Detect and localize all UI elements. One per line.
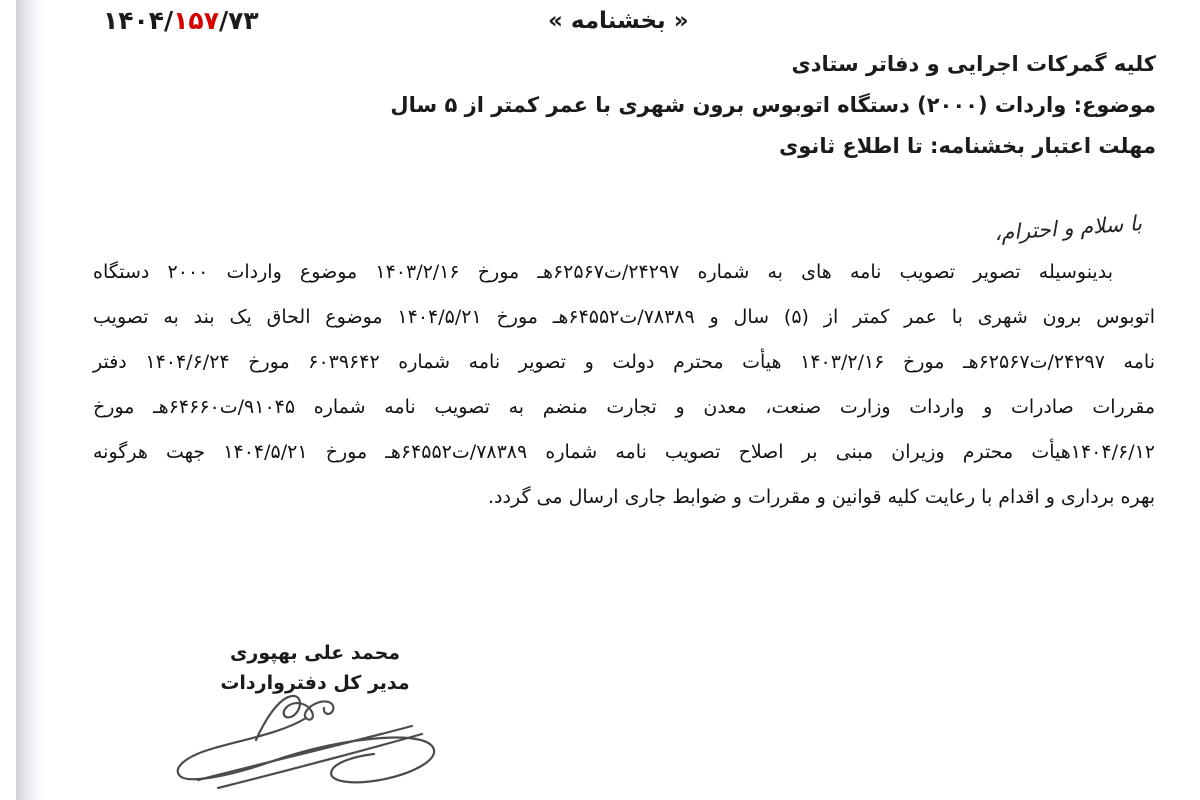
body-paragraph xyxy=(93,250,1155,520)
recipient-line: کلیه گمرکات اجرایی و دفاتر ستادی xyxy=(791,52,1156,76)
letter-number-suffix: /۷۳ xyxy=(218,6,259,35)
handwritten-greeting: با سلام و احترام، xyxy=(993,211,1143,246)
header-block xyxy=(95,44,1156,167)
handwritten-signature xyxy=(160,688,455,796)
letter-number xyxy=(103,6,259,35)
body-line: مقررات صادرات و واردات وزارت صنعت، معدن و تجارت منضم به تصویب نامه شماره ۹۱۰۴۵/ت۶۴۶۶۰هـ مورخ xyxy=(93,396,1155,418)
body-line: ۱۴۰۴/۶/۱۲هیأت محترم وزیران مبنی بر اصلاح تصویب نامه شماره ۷۸۳۸۹/ت۶۴۵۵۲هـ مورخ ۱۴۰۴/۵/۲۱ جهت هرگونه xyxy=(93,441,1156,463)
subject-line: موضوع: واردات (۲۰۰۰) دستگاه اتوبوس برون شهری با عمر کمتر از ۵ سال xyxy=(390,93,1156,117)
signature-scribble-svg xyxy=(160,688,455,796)
letter-number-year: ۱۴۰۴/ xyxy=(103,6,174,35)
scanned-page-edge xyxy=(16,0,46,800)
signatory-title: مدیر کل دفترواردات xyxy=(220,672,410,694)
letter-number-middle-red: ۱۵۷ xyxy=(173,6,219,35)
body-line: نامه ۲۴۲۹۷/ت۶۲۵۶۷هـ مورخ ۱۴۰۳/۲/۱۶ هیأت محترم دولت و تصویر نامه شماره ۶۰۳۹۶۴۲ مورخ ۱۴۰۴/۶/۲۴ دفتر xyxy=(93,351,1155,373)
validity-line: مهلت اعتبار بخشنامه: تا اطلاع ثانوی xyxy=(779,134,1156,158)
signatory-name: محمد علی بهپوری xyxy=(229,642,401,664)
body-line: بدینوسیله تصویر تصویب نامه های به شماره ۲۴۲۹۷/ت۶۲۵۶۷هـ مورخ ۱۴۰۳/۲/۱۶ موضوع واردات ۲۰۰۰ دستگاه xyxy=(93,261,1113,283)
body-line: اتوبوس برون شهری با عمر کمتر از (۵) سال و ۷۸۳۸۹/ت۶۴۵۵۲هـ مورخ ۱۴۰۴/۵/۲۱ موضوع الحاق یک بند به تصویب xyxy=(93,306,1155,328)
body-line: بهره برداری و اقدام با رعایت کلیه قوانین و مقررات و ضوابط جاری ارسال می گردد. xyxy=(488,486,1155,508)
document-title: « بخشنامه » xyxy=(548,8,689,34)
